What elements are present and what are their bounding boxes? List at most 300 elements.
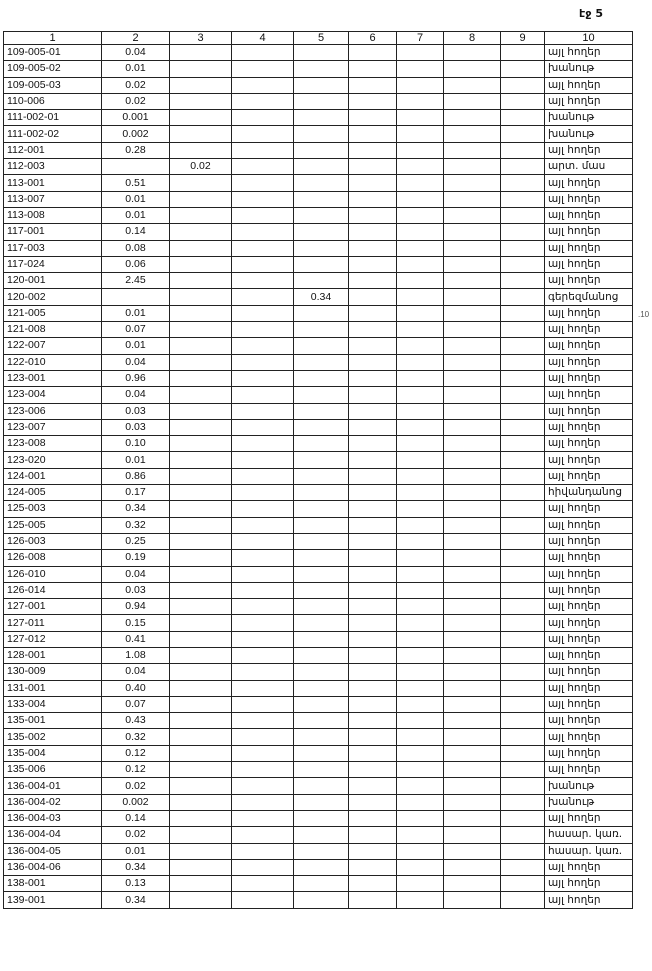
page-number-label: էջ 5 — [579, 7, 603, 20]
area-cell-col-6 — [349, 713, 397, 729]
area-cell-col-2: 2.45 — [102, 273, 170, 289]
area-cell-col-4 — [232, 729, 294, 745]
area-cell-col-7 — [397, 696, 444, 712]
area-cell-col-7 — [397, 45, 444, 61]
area-cell-col-7 — [397, 615, 444, 631]
area-cell-col-3 — [170, 273, 232, 289]
area-cell-col-8 — [444, 273, 501, 289]
parcel-code-cell: 113-007 — [4, 191, 102, 207]
area-cell-col-8 — [444, 517, 501, 533]
parcel-code-cell: 120-001 — [4, 273, 102, 289]
area-cell-col-7 — [397, 794, 444, 810]
area-cell-col-3 — [170, 647, 232, 663]
area-cell-col-6 — [349, 680, 397, 696]
area-cell-col-9 — [501, 696, 545, 712]
table-row — [4, 876, 633, 892]
area-cell-col-3 — [170, 354, 232, 370]
area-cell-col-2: 0.10 — [102, 436, 170, 452]
area-cell-col-3 — [170, 370, 232, 386]
area-cell-col-5 — [294, 207, 349, 223]
table-row — [4, 566, 633, 582]
area-cell-col-8 — [444, 582, 501, 598]
area-cell-col-3 — [170, 582, 232, 598]
area-cell-col-8 — [444, 664, 501, 680]
area-cell-col-5 — [294, 224, 349, 240]
area-cell-col-8 — [444, 191, 501, 207]
area-cell-col-5 — [294, 762, 349, 778]
land-use-cell: այլ հողեր — [545, 191, 633, 207]
area-cell-col-8 — [444, 827, 501, 843]
area-cell-col-2: 0.01 — [102, 843, 170, 859]
area-cell-col-6 — [349, 191, 397, 207]
area-cell-col-8 — [444, 338, 501, 354]
area-cell-col-7 — [397, 713, 444, 729]
land-use-cell: այլ հողեր — [545, 273, 633, 289]
area-cell-col-6 — [349, 45, 397, 61]
table-row — [4, 485, 633, 501]
table-row — [4, 664, 633, 680]
parcel-code-cell: 109-005-03 — [4, 77, 102, 93]
area-cell-col-4 — [232, 240, 294, 256]
area-cell-col-7 — [397, 224, 444, 240]
area-cell-col-9 — [501, 419, 545, 435]
table-row — [4, 436, 633, 452]
parcel-code-cell: 123-001 — [4, 370, 102, 386]
land-use-cell: այլ հողեր — [545, 892, 633, 908]
table-row — [4, 338, 633, 354]
parcel-code-cell: 109-005-01 — [4, 45, 102, 61]
area-cell-col-7 — [397, 647, 444, 663]
area-cell-col-3 — [170, 892, 232, 908]
area-cell-col-5 — [294, 664, 349, 680]
area-cell-col-2: 0.51 — [102, 175, 170, 191]
area-cell-col-2: 0.02 — [102, 827, 170, 843]
land-use-cell: այլ հողեր — [545, 452, 633, 468]
parcel-code-cell: 122-010 — [4, 354, 102, 370]
area-cell-col-8 — [444, 631, 501, 647]
area-cell-col-4 — [232, 61, 294, 77]
parcel-code-cell: 136-004-04 — [4, 827, 102, 843]
land-use-cell: այլ հողեր — [545, 175, 633, 191]
table-row — [4, 843, 633, 859]
table-row — [4, 305, 633, 321]
column-header-3: 3 — [170, 32, 232, 45]
parcel-code-cell: 139-001 — [4, 892, 102, 908]
area-cell-col-2: 0.002 — [102, 794, 170, 810]
area-cell-col-3 — [170, 501, 232, 517]
parcel-code-cell: 112-001 — [4, 142, 102, 158]
area-cell-col-3 — [170, 468, 232, 484]
table-row — [4, 240, 633, 256]
area-cell-col-7 — [397, 452, 444, 468]
area-cell-col-8 — [444, 876, 501, 892]
area-cell-col-6 — [349, 729, 397, 745]
area-cell-col-7 — [397, 550, 444, 566]
land-use-cell: այլ հողեր — [545, 745, 633, 761]
area-cell-col-6 — [349, 452, 397, 468]
area-cell-col-9 — [501, 224, 545, 240]
area-cell-col-4 — [232, 289, 294, 305]
area-cell-col-4 — [232, 794, 294, 810]
area-cell-col-9 — [501, 647, 545, 663]
table-row — [4, 77, 633, 93]
header-row — [4, 32, 633, 45]
area-cell-col-4 — [232, 533, 294, 549]
area-cell-col-8 — [444, 110, 501, 126]
area-cell-col-8 — [444, 224, 501, 240]
parcel-code-cell: 136-004-01 — [4, 778, 102, 794]
area-cell-col-4 — [232, 175, 294, 191]
area-cell-col-5 — [294, 419, 349, 435]
area-cell-col-6 — [349, 859, 397, 875]
area-cell-col-9 — [501, 631, 545, 647]
area-cell-col-2: 0.12 — [102, 762, 170, 778]
area-cell-col-5 — [294, 876, 349, 892]
area-cell-col-6 — [349, 517, 397, 533]
area-cell-col-7 — [397, 729, 444, 745]
area-cell-col-5 — [294, 159, 349, 175]
table-row — [4, 745, 633, 761]
land-use-cell: այլ հողեր — [545, 256, 633, 272]
area-cell-col-8 — [444, 696, 501, 712]
area-cell-col-4 — [232, 77, 294, 93]
area-cell-col-8 — [444, 550, 501, 566]
parcel-code-cell: 110-006 — [4, 93, 102, 109]
area-cell-col-7 — [397, 240, 444, 256]
parcel-code-cell: 127-001 — [4, 599, 102, 615]
area-cell-col-8 — [444, 615, 501, 631]
area-cell-col-3 — [170, 61, 232, 77]
area-cell-col-4 — [232, 110, 294, 126]
area-cell-col-7 — [397, 207, 444, 223]
area-cell-col-5 — [294, 370, 349, 386]
table-row — [4, 810, 633, 826]
land-use-cell: այլ հողեր — [545, 501, 633, 517]
table-row — [4, 582, 633, 598]
area-cell-col-4 — [232, 305, 294, 321]
area-cell-col-6 — [349, 794, 397, 810]
area-cell-col-3 — [170, 876, 232, 892]
area-cell-col-7 — [397, 599, 444, 615]
area-cell-col-7 — [397, 289, 444, 305]
area-cell-col-2: 0.12 — [102, 745, 170, 761]
land-use-cell: հասար. կառ. — [545, 843, 633, 859]
area-cell-col-3 — [170, 110, 232, 126]
column-header-7: 7 — [397, 32, 444, 45]
area-cell-col-3 — [170, 566, 232, 582]
area-cell-col-8 — [444, 647, 501, 663]
area-cell-col-8 — [444, 843, 501, 859]
area-cell-col-6 — [349, 224, 397, 240]
area-cell-col-8 — [444, 745, 501, 761]
area-cell-col-2: 0.03 — [102, 403, 170, 419]
area-cell-col-2: 0.04 — [102, 354, 170, 370]
parcel-code-cell: 136-004-02 — [4, 794, 102, 810]
area-cell-col-2: 0.14 — [102, 224, 170, 240]
area-cell-col-4 — [232, 859, 294, 875]
area-cell-col-5 — [294, 322, 349, 338]
land-use-cell: այլ հողեր — [545, 240, 633, 256]
land-use-cell: այլ հողեր — [545, 45, 633, 61]
area-cell-col-7 — [397, 175, 444, 191]
area-cell-col-2: 0.04 — [102, 566, 170, 582]
area-cell-col-8 — [444, 387, 501, 403]
area-cell-col-7 — [397, 566, 444, 582]
land-use-cell: այլ հողեր — [545, 664, 633, 680]
land-use-cell: այլ հողեր — [545, 876, 633, 892]
area-cell-col-2: 0.01 — [102, 452, 170, 468]
area-cell-col-2: 0.08 — [102, 240, 170, 256]
area-cell-col-3 — [170, 207, 232, 223]
table-row — [4, 892, 633, 908]
area-cell-col-9 — [501, 110, 545, 126]
area-cell-col-2: 0.32 — [102, 517, 170, 533]
area-cell-col-7 — [397, 762, 444, 778]
area-cell-col-6 — [349, 256, 397, 272]
area-cell-col-7 — [397, 305, 444, 321]
land-use-cell: այլ հողեր — [545, 224, 633, 240]
area-cell-col-9 — [501, 615, 545, 631]
table-row — [4, 501, 633, 517]
area-cell-col-4 — [232, 517, 294, 533]
area-cell-col-3 — [170, 77, 232, 93]
table-row — [4, 224, 633, 240]
area-cell-col-4 — [232, 142, 294, 158]
parcel-code-cell: 123-007 — [4, 419, 102, 435]
land-use-cell: այլ հողեր — [545, 517, 633, 533]
area-cell-col-7 — [397, 810, 444, 826]
area-cell-col-9 — [501, 876, 545, 892]
land-use-cell: այլ հողեր — [545, 810, 633, 826]
land-use-cell: այլ հողեր — [545, 533, 633, 549]
area-cell-col-4 — [232, 778, 294, 794]
area-cell-col-2: 0.96 — [102, 370, 170, 386]
area-cell-col-7 — [397, 403, 444, 419]
area-cell-col-4 — [232, 256, 294, 272]
table-row — [4, 615, 633, 631]
area-cell-col-8 — [444, 322, 501, 338]
land-use-cell: այլ հողեր — [545, 77, 633, 93]
area-cell-col-5 — [294, 794, 349, 810]
area-cell-col-6 — [349, 827, 397, 843]
area-cell-col-3 — [170, 256, 232, 272]
area-cell-col-6 — [349, 240, 397, 256]
area-cell-col-9 — [501, 403, 545, 419]
area-cell-col-2: 0.13 — [102, 876, 170, 892]
parcel-code-cell: 124-005 — [4, 485, 102, 501]
area-cell-col-6 — [349, 77, 397, 93]
area-cell-col-9 — [501, 810, 545, 826]
land-use-cell: խանութ — [545, 126, 633, 142]
parcel-code-cell: 126-003 — [4, 533, 102, 549]
parcel-code-cell: 124-001 — [4, 468, 102, 484]
area-cell-col-7 — [397, 110, 444, 126]
area-cell-col-3 — [170, 45, 232, 61]
parcel-code-cell: 136-004-06 — [4, 859, 102, 875]
table-row — [4, 827, 633, 843]
area-cell-col-5 — [294, 745, 349, 761]
area-cell-col-6 — [349, 778, 397, 794]
area-cell-col-4 — [232, 631, 294, 647]
area-cell-col-5 — [294, 647, 349, 663]
area-cell-col-9 — [501, 778, 545, 794]
column-header-6: 6 — [349, 32, 397, 45]
area-cell-col-5: 0.34 — [294, 289, 349, 305]
area-cell-col-7 — [397, 387, 444, 403]
area-cell-col-9 — [501, 599, 545, 615]
parcel-code-cell: 117-001 — [4, 224, 102, 240]
area-cell-col-5 — [294, 452, 349, 468]
area-cell-col-3 — [170, 452, 232, 468]
area-cell-col-4 — [232, 403, 294, 419]
area-cell-col-5 — [294, 550, 349, 566]
area-cell-col-3 — [170, 517, 232, 533]
area-cell-col-9 — [501, 729, 545, 745]
area-cell-col-8 — [444, 859, 501, 875]
area-cell-col-7 — [397, 876, 444, 892]
area-cell-col-7 — [397, 827, 444, 843]
table-body — [4, 45, 633, 909]
area-cell-col-3 — [170, 338, 232, 354]
area-cell-col-3 — [170, 240, 232, 256]
area-cell-col-4 — [232, 436, 294, 452]
area-cell-col-5 — [294, 77, 349, 93]
area-cell-col-3 — [170, 289, 232, 305]
area-cell-col-6 — [349, 647, 397, 663]
parcel-code-cell: 123-020 — [4, 452, 102, 468]
land-use-cell: հիվանդանոց — [545, 485, 633, 501]
area-cell-col-2: 0.86 — [102, 468, 170, 484]
area-cell-col-7 — [397, 680, 444, 696]
parcel-code-cell: 121-005 — [4, 305, 102, 321]
area-cell-col-5 — [294, 403, 349, 419]
area-cell-col-9 — [501, 45, 545, 61]
area-cell-col-2: 0.01 — [102, 61, 170, 77]
land-use-cell: այլ հողեր — [545, 859, 633, 875]
table-row — [4, 126, 633, 142]
area-cell-col-9 — [501, 468, 545, 484]
area-cell-col-7 — [397, 159, 444, 175]
area-cell-col-3 — [170, 305, 232, 321]
land-use-cell: այլ հողեր — [545, 713, 633, 729]
area-cell-col-7 — [397, 77, 444, 93]
area-cell-col-4 — [232, 452, 294, 468]
area-cell-col-2: 0.15 — [102, 615, 170, 631]
area-cell-col-9 — [501, 582, 545, 598]
area-cell-col-4 — [232, 485, 294, 501]
area-cell-col-8 — [444, 289, 501, 305]
area-cell-col-5 — [294, 338, 349, 354]
area-cell-col-5 — [294, 354, 349, 370]
area-cell-col-3 — [170, 843, 232, 859]
area-cell-col-6 — [349, 436, 397, 452]
parcel-code-cell: 133-004 — [4, 696, 102, 712]
area-cell-col-6 — [349, 810, 397, 826]
area-cell-col-6 — [349, 419, 397, 435]
area-cell-col-2: 0.28 — [102, 142, 170, 158]
table-row — [4, 452, 633, 468]
area-cell-col-5 — [294, 485, 349, 501]
area-cell-col-8 — [444, 794, 501, 810]
area-cell-col-8 — [444, 354, 501, 370]
area-cell-col-8 — [444, 175, 501, 191]
land-use-cell: այլ հողեր — [545, 582, 633, 598]
area-cell-col-6 — [349, 387, 397, 403]
area-cell-col-3 — [170, 387, 232, 403]
area-cell-col-9 — [501, 485, 545, 501]
area-cell-col-2: 0.14 — [102, 810, 170, 826]
area-cell-col-4 — [232, 550, 294, 566]
area-cell-col-9 — [501, 827, 545, 843]
area-cell-col-8 — [444, 240, 501, 256]
area-cell-col-6 — [349, 745, 397, 761]
area-cell-col-3 — [170, 729, 232, 745]
area-cell-col-4 — [232, 501, 294, 517]
table-row — [4, 256, 633, 272]
area-cell-col-6 — [349, 485, 397, 501]
area-cell-col-4 — [232, 647, 294, 663]
area-cell-col-6 — [349, 468, 397, 484]
area-cell-col-2: 0.04 — [102, 387, 170, 403]
area-cell-col-9 — [501, 207, 545, 223]
area-cell-col-4 — [232, 843, 294, 859]
area-cell-col-5 — [294, 468, 349, 484]
table-row — [4, 859, 633, 875]
area-cell-col-9 — [501, 61, 545, 77]
area-cell-col-7 — [397, 338, 444, 354]
land-use-cell: այլ հողեր — [545, 436, 633, 452]
column-header-1: 1 — [4, 32, 102, 45]
area-cell-col-4 — [232, 892, 294, 908]
area-cell-col-6 — [349, 126, 397, 142]
area-cell-col-9 — [501, 762, 545, 778]
table-row — [4, 631, 633, 647]
parcel-code-cell: 109-005-02 — [4, 61, 102, 77]
area-cell-col-2: 0.01 — [102, 338, 170, 354]
area-cell-col-4 — [232, 696, 294, 712]
area-cell-col-9 — [501, 387, 545, 403]
area-cell-col-8 — [444, 370, 501, 386]
area-cell-col-4 — [232, 338, 294, 354]
parcel-code-cell: 111-002-01 — [4, 110, 102, 126]
land-use-cell: խանութ — [545, 778, 633, 794]
area-cell-col-6 — [349, 762, 397, 778]
area-cell-col-5 — [294, 729, 349, 745]
area-cell-col-4 — [232, 599, 294, 615]
table-row — [4, 207, 633, 223]
area-cell-col-2: 0.001 — [102, 110, 170, 126]
area-cell-col-2: 0.04 — [102, 45, 170, 61]
area-cell-col-3 — [170, 696, 232, 712]
area-cell-col-5 — [294, 696, 349, 712]
area-cell-col-6 — [349, 664, 397, 680]
area-cell-col-5 — [294, 501, 349, 517]
area-cell-col-8 — [444, 713, 501, 729]
table-row — [4, 550, 633, 566]
land-use-cell: այլ հողեր — [545, 354, 633, 370]
area-cell-col-3 — [170, 224, 232, 240]
area-cell-col-5 — [294, 680, 349, 696]
area-cell-col-4 — [232, 159, 294, 175]
area-cell-col-9 — [501, 305, 545, 321]
area-cell-col-2 — [102, 289, 170, 305]
area-cell-col-7 — [397, 256, 444, 272]
parcel-code-cell: 111-002-02 — [4, 126, 102, 142]
table-row — [4, 403, 633, 419]
parcel-code-cell: 117-003 — [4, 240, 102, 256]
area-cell-col-2: 0.02 — [102, 93, 170, 109]
area-cell-col-3 — [170, 664, 232, 680]
